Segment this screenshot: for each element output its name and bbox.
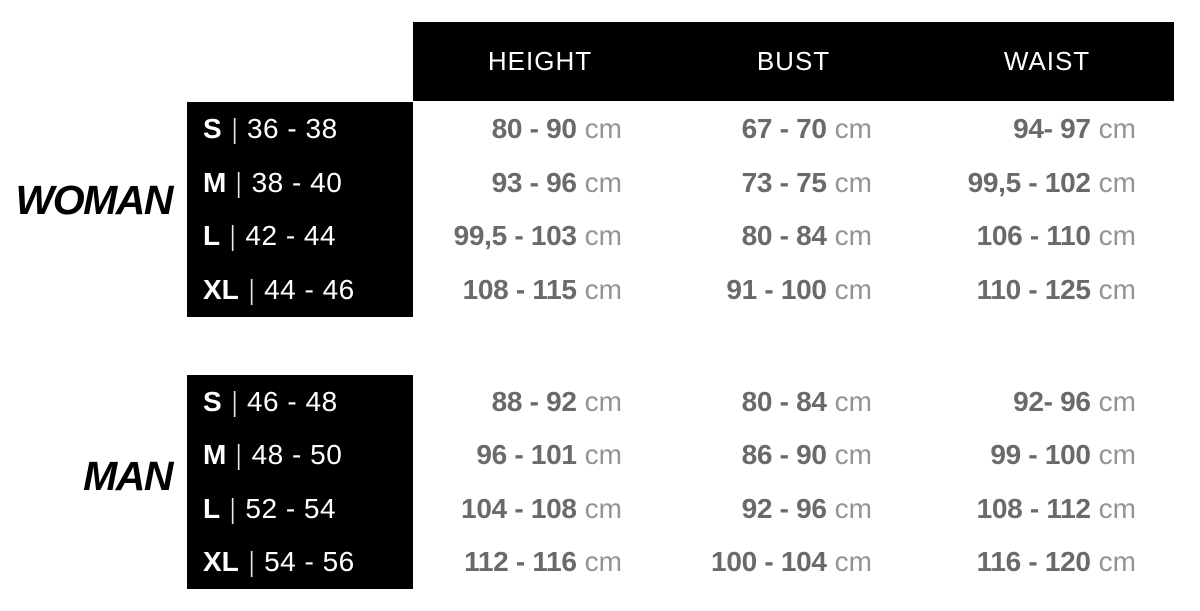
measurement-unit: cm — [584, 220, 622, 252]
cell-man-s-bust — [667, 375, 920, 429]
measurement-value: 80 - 90 — [491, 112, 577, 144]
size-row-man-l — [187, 482, 413, 536]
size-letter: S — [203, 385, 222, 417]
measurement-unit: cm — [584, 274, 622, 306]
measurement-value: 73 - 75 — [741, 166, 827, 198]
measurement-value: 106 - 110 — [976, 220, 1091, 252]
cell-man-m-bust — [667, 429, 920, 483]
size-separator: | — [248, 546, 254, 578]
measurement-value: 112 - 116 — [464, 546, 577, 578]
cell-woman-xl-waist — [920, 263, 1174, 317]
size-separator: | — [236, 439, 242, 471]
measurement-value: 88 - 92 — [491, 385, 577, 417]
size-letter: L — [203, 220, 221, 252]
size-range: 48 - 50 — [251, 439, 343, 471]
measurement-value: 80 - 84 — [741, 220, 827, 252]
size-box-woman — [187, 102, 413, 317]
size-separator: | — [231, 385, 237, 417]
measurement-value: 93 - 96 — [491, 166, 577, 198]
measurement-value: 92- 96 — [1013, 385, 1091, 417]
size-letter: XL — [203, 546, 239, 578]
size-range: 46 - 48 — [246, 385, 338, 417]
cell-man-l-height — [413, 482, 667, 536]
size-letter: L — [203, 492, 221, 524]
size-row-woman-l — [187, 210, 413, 264]
size-row-man-xl — [187, 536, 413, 590]
measurement-unit: cm — [834, 492, 872, 524]
measurement-unit: cm — [834, 274, 872, 306]
size-range: 54 - 56 — [264, 546, 355, 578]
size-separator: | — [230, 492, 236, 524]
size-letter: XL — [203, 274, 239, 306]
cell-woman-xl-height — [413, 263, 667, 317]
size-range: 44 - 46 — [264, 274, 355, 306]
size-row-man-s — [187, 375, 413, 429]
measurement-unit: cm — [584, 112, 622, 144]
measurement-value: 110 - 125 — [976, 274, 1091, 306]
cell-man-s-waist — [920, 375, 1174, 429]
measurement-unit: cm — [834, 385, 872, 417]
measurement-value: 67 - 70 — [741, 112, 827, 144]
measurement-value: 91 - 100 — [726, 274, 827, 306]
size-separator: | — [236, 166, 242, 198]
cell-woman-l-height — [413, 210, 667, 264]
size-row-man-m — [187, 429, 413, 483]
cell-woman-m-waist — [920, 156, 1174, 210]
cell-woman-l-waist — [920, 210, 1174, 264]
measurement-unit: cm — [584, 166, 622, 198]
measurement-unit: cm — [1098, 385, 1136, 417]
data-grid-man — [413, 375, 1174, 589]
size-letter: M — [203, 439, 227, 471]
measurement-unit: cm — [584, 439, 622, 471]
measurement-value: 99 - 100 — [990, 439, 1091, 471]
measurement-value: 100 - 104 — [711, 546, 827, 578]
size-row-woman-s — [187, 102, 413, 156]
column-header-bust: BUST — [756, 46, 831, 76]
measurement-unit: cm — [1098, 439, 1136, 471]
size-range: 38 - 40 — [251, 166, 343, 198]
measurement-value: 108 - 115 — [462, 274, 577, 306]
measurement-value: 99,5 - 103 — [453, 220, 577, 252]
measurement-value: 96 - 101 — [476, 439, 577, 471]
measurement-unit: cm — [834, 112, 872, 144]
size-row-woman-m — [187, 156, 413, 210]
column-header-height: HEIGHT — [487, 46, 593, 76]
size-range: 36 - 38 — [246, 112, 338, 144]
measurement-unit: cm — [584, 546, 622, 578]
cell-woman-m-height — [413, 156, 667, 210]
measurement-value: 80 - 84 — [741, 385, 827, 417]
cell-man-xl-height — [413, 536, 667, 590]
size-letter: S — [203, 112, 222, 144]
size-range: 52 - 54 — [245, 492, 337, 524]
measurement-value: 104 - 108 — [461, 492, 577, 524]
cell-woman-s-bust — [667, 102, 920, 156]
data-grid-woman — [413, 102, 1174, 317]
table-header-bar — [413, 22, 1174, 101]
size-box-man — [187, 375, 413, 589]
measurement-unit: cm — [1098, 166, 1136, 198]
cell-man-xl-bust — [667, 536, 920, 590]
measurement-unit: cm — [1098, 274, 1136, 306]
cell-man-s-height — [413, 375, 667, 429]
measurement-unit: cm — [1098, 112, 1136, 144]
cell-man-l-waist — [920, 482, 1174, 536]
measurement-unit: cm — [584, 385, 622, 417]
measurement-unit: cm — [1098, 546, 1136, 578]
measurement-unit: cm — [834, 546, 872, 578]
cell-man-m-waist — [920, 429, 1174, 483]
cell-man-l-bust — [667, 482, 920, 536]
measurement-value: 86 - 90 — [741, 439, 827, 471]
size-letter: M — [203, 166, 227, 198]
measurement-value: 94- 97 — [1013, 112, 1091, 144]
size-row-woman-xl — [187, 263, 413, 317]
column-header-waist: WAIST — [1003, 46, 1091, 76]
cell-man-m-height — [413, 429, 667, 483]
size-range: 42 - 44 — [245, 220, 337, 252]
measurement-unit: cm — [1098, 492, 1136, 524]
measurement-unit: cm — [1098, 220, 1136, 252]
cell-woman-s-height — [413, 102, 667, 156]
group-label-man: MAN — [83, 452, 172, 499]
measurement-value: 108 - 112 — [976, 492, 1091, 524]
size-separator: | — [230, 220, 236, 252]
cell-woman-s-waist — [920, 102, 1174, 156]
cell-woman-l-bust — [667, 210, 920, 264]
measurement-unit: cm — [834, 166, 872, 198]
cell-woman-xl-bust — [667, 263, 920, 317]
measurement-unit: cm — [584, 492, 622, 524]
measurement-value: 92 - 96 — [741, 492, 827, 524]
measurement-unit: cm — [834, 220, 872, 252]
cell-man-xl-waist — [920, 536, 1174, 590]
size-separator: | — [248, 274, 254, 306]
size-separator: | — [231, 112, 237, 144]
measurement-unit: cm — [834, 439, 872, 471]
group-label-woman: WOMAN — [15, 177, 172, 223]
cell-woman-m-bust — [667, 156, 920, 210]
measurement-value: 116 - 120 — [976, 546, 1091, 578]
measurement-value: 99,5 - 102 — [967, 166, 1091, 198]
